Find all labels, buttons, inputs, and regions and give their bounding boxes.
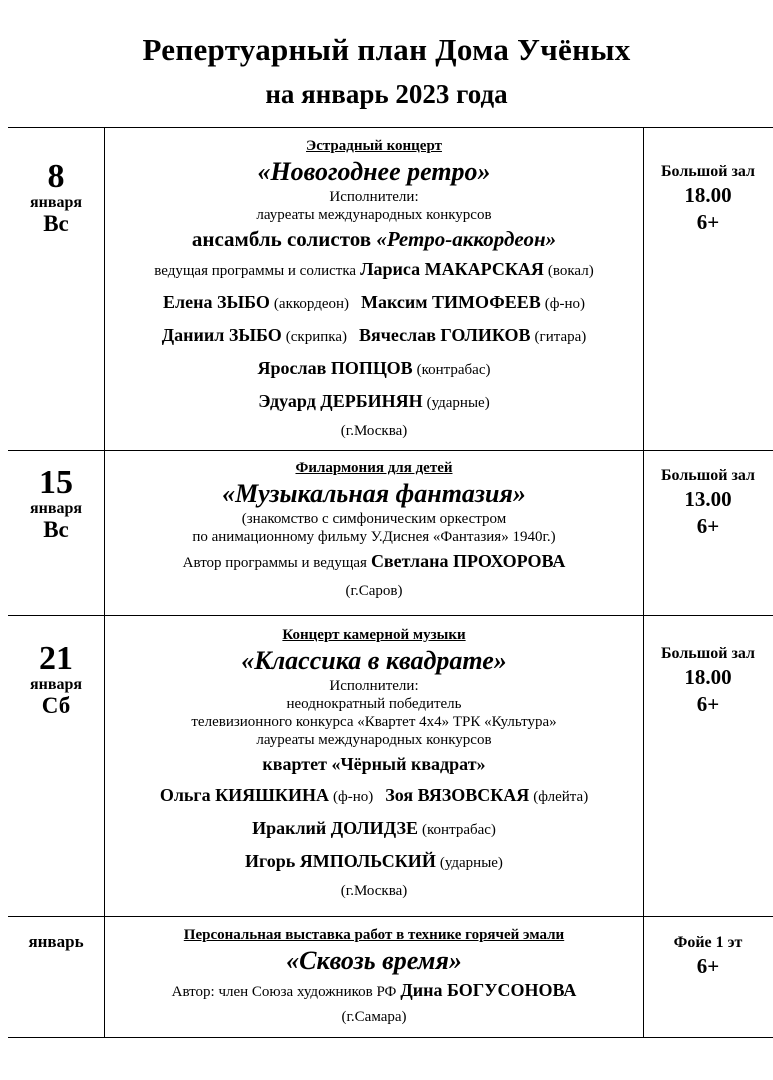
date-weekday: Вс: [43, 517, 69, 542]
performer-role: (ф-но): [332, 789, 374, 805]
performer-name: Зоя ВЯЗОВСКАЯ: [385, 785, 530, 805]
performer-name: Ярослав ПОПЦОВ: [257, 358, 413, 378]
performers-label: Исполнители:: [329, 678, 419, 694]
laureates-text: лауреаты международных конкурсов: [256, 207, 492, 223]
performers-label: Исполнители:: [329, 189, 419, 205]
host-text: ведущая программы и солистка: [154, 263, 357, 279]
performer-name: Вячеслав ГОЛИКОВ: [359, 325, 531, 345]
performer-name: Максим ТИМОФЕЕВ: [361, 292, 541, 312]
event-details: [105, 136, 643, 443]
event-city: (г.Москва): [340, 883, 408, 899]
age-rating: 6+: [696, 514, 720, 538]
event-date: [8, 932, 104, 952]
performer-role: (аккордеон): [273, 296, 350, 312]
ensemble-name: «Ретро-аккордеон»: [376, 227, 557, 251]
column-divider: [643, 127, 644, 1037]
performer-role: (ударные): [426, 395, 490, 411]
page-title: Репертуарный план Дома Учёных: [142, 32, 631, 67]
performers-line: [105, 813, 643, 846]
event-city: (г.Саров): [345, 583, 403, 599]
event-category: Филармония для детей: [295, 460, 453, 476]
event-city: (г.Самара): [341, 1009, 407, 1025]
event-venue: [643, 933, 773, 980]
date-month: января: [29, 676, 83, 693]
performers-line: [105, 320, 643, 353]
performer-role: (контрабас): [416, 362, 491, 378]
author-line: [105, 546, 643, 579]
event-date: [8, 160, 104, 236]
event-category: Персональная выставка работ в технике горячей эмали: [183, 927, 565, 943]
date-day: 21: [39, 640, 73, 677]
venue-hall: Большой зал: [660, 163, 756, 180]
performer-role: (ударные): [439, 855, 503, 871]
row-divider: [8, 450, 773, 451]
age-rating: 6+: [696, 954, 720, 978]
venue-hall: Большой зал: [660, 467, 756, 484]
performer-role: (скрипка): [285, 329, 347, 345]
performers-line: [105, 353, 643, 386]
row-divider: [8, 615, 773, 616]
event-details: [105, 458, 643, 603]
event-category: Эстрадный концерт: [306, 138, 442, 154]
event-time: 13.00: [684, 487, 732, 511]
date-weekday: Сб: [41, 693, 71, 718]
performers-line: [105, 287, 643, 320]
host-line: [105, 254, 643, 287]
event-details: [105, 925, 643, 1029]
performers-line: [105, 780, 643, 813]
table-top-border: [8, 127, 773, 128]
author-text: Автор: член Союза художников РФ: [171, 984, 397, 1000]
event-title: «Классика в квадрате»: [241, 646, 507, 675]
date-month: январь: [28, 932, 84, 951]
event-description: по анимационному фильму У.Диснея «Фантазия» 1940г.): [192, 529, 556, 545]
winner-text: неоднократный победитель: [286, 696, 462, 712]
performer-name: Лариса МАКАРСКАЯ: [360, 259, 544, 279]
table-bottom-border: [8, 1037, 773, 1038]
event-venue: [643, 162, 773, 236]
winner-text: телевизионного конкурса «Квартет 4х4» ТРК «Культура»: [191, 714, 557, 730]
event-city: (г.Москва): [340, 423, 408, 439]
page-subtitle: на январь 2023 года: [265, 79, 508, 109]
event-venue: [643, 644, 773, 718]
ensemble-prefix: ансамбль солистов: [191, 227, 372, 251]
event-details: [105, 625, 643, 903]
author-name: Светлана ПРОХОРОВА: [370, 551, 566, 571]
event-description: (знакомство с симфоническим оркестром: [241, 511, 507, 527]
performer-name: Ольга КИЯШКИНА: [159, 785, 329, 805]
performer-role: (вокал): [547, 263, 594, 279]
performer-role: (гитара): [534, 329, 587, 345]
performer-name: Ираклий ДОЛИДЗЕ: [252, 818, 419, 838]
date-month: января: [29, 194, 83, 211]
event-date: [8, 466, 104, 542]
event-time: 18.00: [684, 665, 732, 689]
performer-name: Даниил ЗЫБО: [161, 325, 282, 345]
event-time: 18.00: [684, 183, 732, 207]
row-divider: [8, 916, 773, 917]
venue-hall: Фойе 1 эт: [673, 934, 743, 951]
date-month: января: [29, 500, 83, 517]
event-category: Концерт камерной музыки: [282, 627, 466, 643]
performers-line: [105, 386, 643, 419]
event-title: «Музыкальная фантазия»: [222, 479, 526, 508]
date-day: 8: [47, 158, 65, 195]
performer-role: (контрабас): [422, 822, 496, 838]
author-name: Дина БОГУСОНОВА: [400, 980, 577, 1000]
performer-role: (ф-но): [544, 296, 585, 312]
ensemble-line: [105, 224, 643, 254]
performer-name: Игорь ЯМПОЛЬСКИЙ: [245, 851, 436, 871]
event-title: «Сквозь время»: [286, 946, 462, 975]
age-rating: 6+: [696, 210, 720, 234]
laureates-text: лауреаты международных конкурсов: [256, 732, 492, 748]
date-weekday: Вс: [43, 211, 69, 236]
event-venue: [643, 466, 773, 540]
age-rating: 6+: [696, 692, 720, 716]
event-date: [8, 642, 104, 718]
performer-role: (флейта): [533, 789, 589, 805]
performer-name: Эдуард ДЕРБИНЯН: [258, 391, 423, 411]
performers-line: [105, 846, 643, 879]
performer-name: Елена ЗЫБО: [163, 292, 270, 312]
author-line: [105, 977, 643, 1005]
author-text: Автор программы и ведущая: [182, 555, 367, 571]
quartet-name: квартет «Чёрный квадрат»: [262, 754, 486, 774]
venue-hall: Большой зал: [660, 645, 756, 662]
event-title: «Новогоднее ретро»: [257, 157, 491, 186]
date-day: 15: [39, 464, 73, 501]
